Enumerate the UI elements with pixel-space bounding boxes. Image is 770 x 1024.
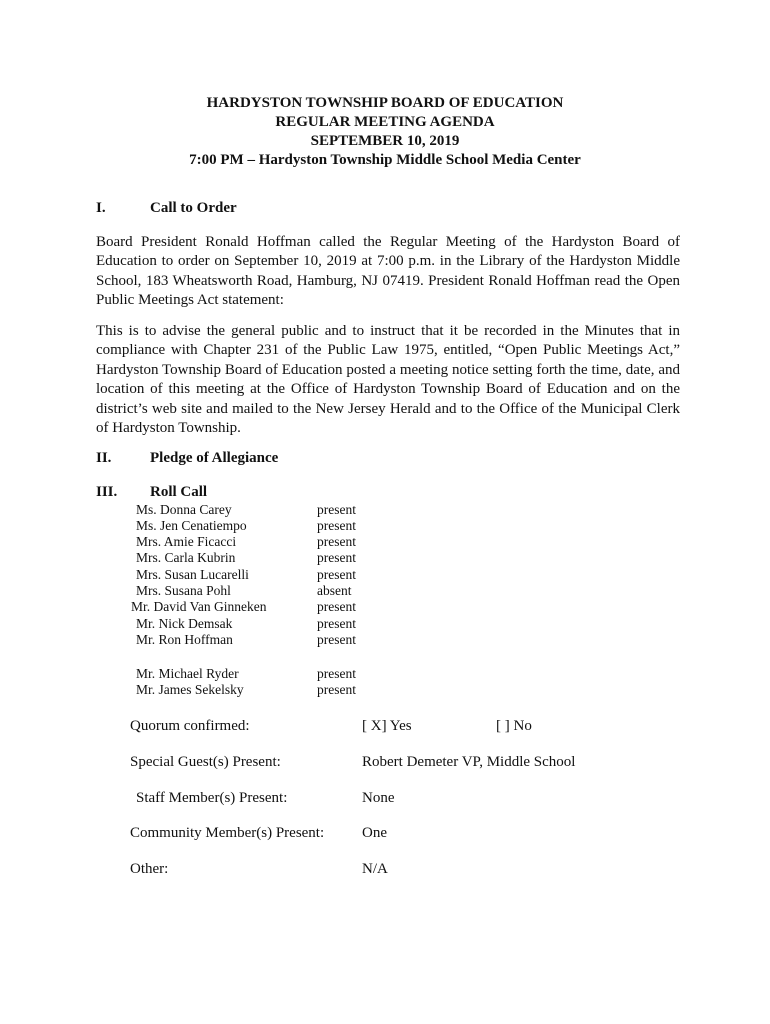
attendance-status: present [317, 518, 356, 533]
community-members-label: Community Member(s) Present: [130, 825, 325, 841]
section-number: I. [96, 200, 106, 216]
member-name: Mr. James Sekelsky [136, 682, 244, 697]
member-name: Mrs. Carla Kubrin [136, 550, 236, 565]
other-label: Other: [130, 861, 169, 877]
community-members-value: One [362, 825, 387, 841]
quorum-label: Quorum confirmed: [130, 718, 250, 734]
member-name: Mrs. Susana Pohl [136, 583, 231, 598]
member-name: Ms. Donna Carey [136, 502, 232, 517]
attendance-status: present [317, 502, 356, 517]
special-guests-value: Robert Demeter VP, Middle School [362, 754, 576, 770]
section-title: Pledge of Allegiance [150, 450, 279, 466]
attendance-status: present [317, 567, 356, 582]
attendance-status: absent [317, 583, 352, 598]
attendance-status: present [317, 616, 356, 631]
header-line-date: SEPTEMBER 10, 2019 [310, 133, 460, 149]
member-name: Mr. Ron Hoffman [136, 632, 233, 647]
member-name: Mr. David Van Ginneken [131, 599, 267, 614]
call-to-order-paragraph: Board President Ronald Hoffman called the Regular Meeting of the Hardyston Board of Education to order on September 10, 2019 at 7:00 p.m. in the Library of the Hardyston Middle School, 183 Wheatsworth Road, Hamburg, NJ 07419. President Ronald Hoffman read the Open Public Meetings Act statement: [96, 234, 680, 309]
quorum-yes-checkbox: [ X] Yes [362, 718, 412, 734]
member-name: Mrs. Amie Ficacci [136, 534, 237, 549]
header-line-time-location: 7:00 PM – Hardyston Township Middle School Media Center [189, 152, 581, 168]
section-number: III. [96, 484, 118, 500]
section-number: II. [96, 450, 112, 466]
attendance-status: present [317, 632, 356, 647]
section-title: Call to Order [150, 200, 237, 216]
member-name: Mr. Michael Ryder [136, 666, 239, 681]
staff-members-label: Staff Member(s) Present: [136, 790, 288, 806]
section-title: Roll Call [150, 484, 208, 500]
attendance-status: present [317, 682, 356, 697]
header-line-agenda: REGULAR MEETING AGENDA [275, 114, 495, 130]
member-name: Mr. Nick Demsak [136, 616, 233, 631]
attendance-status: present [317, 599, 356, 614]
attendance-status: present [317, 534, 356, 549]
attendance-status: present [317, 666, 356, 681]
attendance-status: present [317, 550, 356, 565]
document-header [0, 94, 770, 170]
member-name: Ms. Jen Cenatiempo [136, 518, 247, 533]
other-value: N/A [362, 861, 388, 877]
open-public-meetings-statement: This is to advise the general public and to instruct that it be recorded in the Minutes that in compliance with Chapter 231 of the Public Law 1975, entitled, “Open Public Meetings Act,” Hardyston Township Board of Education posted a meeting notice setting forth the time, date, and location of this meeting at the Office of Hardyston Township Board of Education and on the district’s web site and mailed to the New Jersey Herald and to the Office of the Municipal Clerk of Hardyston Township. [96, 323, 680, 437]
header-line-board: HARDYSTON TOWNSHIP BOARD OF EDUCATION [206, 95, 564, 111]
member-name: Mrs. Susan Lucarelli [136, 567, 249, 582]
staff-members-value: None [362, 790, 395, 806]
special-guests-label: Special Guest(s) Present: [130, 754, 281, 770]
quorum-no-checkbox: [ ] No [496, 718, 532, 734]
